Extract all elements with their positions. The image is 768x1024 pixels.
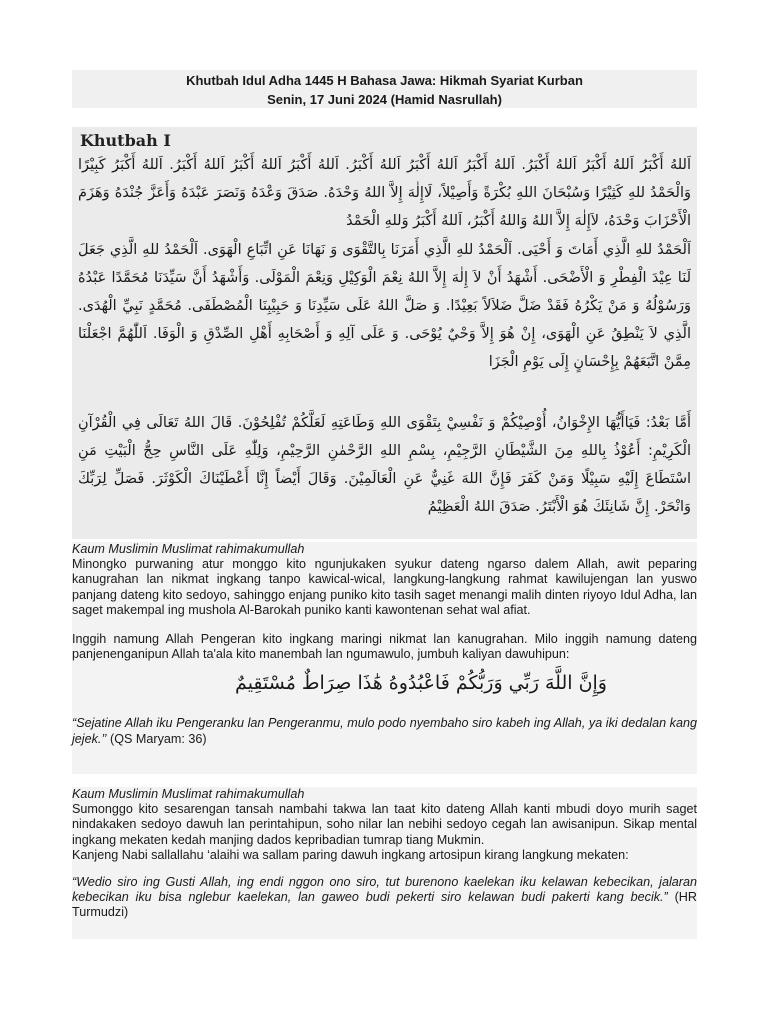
arabic-text: أَمَّا بَعْدُ: فَيَاأَيُّهَا الإِخْوَانُ، أُوْصِيْكُمْ وَ نَفْسِيْ بِتَقْوَى اللهِ وَطَاعَتِهِ لَعَلَّكُمْ تُفْلِحُوْنَ. قَالَ اللهُ تَعَالَى فِي الْقُرْآنِ الْكَرِيْمِ: أَعُوْذُ بِاللهِ مِنَ الشَّيْطَانِ الرَّجِيْمِ، بِسْمِ اللهِ الرَّحْمٰنِ الرَّحِيْمِ، وَلِلّٰهِ عَلَى النَّاسِ حِجُّ الْبَيْتِ مَنِ اسْتَطَاعَ إِلَيْهِ سَبِيْلًا وَمَنْ كَفَرَ فَإِنَّ اللهَ غَنِيٌّ عَنِ الْعَالَمِيْنَ. وَقَالَ أَيْضاً إِنَّا أَعْطَيْنَاكَ الْكَوْثَرَ. فَصَلِّ لِرَبِّكَ وَانْحَرْ. إِنَّ شَانِئَكَ هُوَ الْأَبْتَرُ. صَدَقَ اللهُ الْعَظِيْمُ (78, 415, 691, 515)
document-subtitle: Senin, 17 Juni 2024 (Hamid Nasrullah) (267, 92, 502, 107)
hadith-quote (72, 875, 697, 921)
paragraph: Inggih namung Allah Pengeran kito ingkang maringi nikmat lan kanugrahan. Milo inggih namung dateng panjenenganipun Allah ta'ala kito manembah lan ngumawulo, jumbuh kaliyan dawuhipun: (72, 632, 697, 662)
document-header (72, 70, 697, 108)
section-two (72, 787, 697, 939)
khutbah-heading: Khutbah I (80, 131, 171, 150)
arabic-khutbah-block (72, 127, 697, 539)
arabic-takbir-paragraph (72, 151, 697, 235)
paragraph: Minongko purwaning atur monggo kito ngunjukaken syukur dateng ngarso dalem Allah, awit peparing kanugrahan lan nikmat ingkang tanpo kawical-wical, langkung-langkung rahmat kawilujengan lan yuswo panjang dateng kito sedoyo, sahinggo enjang puniko kito tasih saget menangi malih dinten riyoyo Idul Adha, lan saget makempal ing mushola Al-Barokah puniko kanti kawontenan sehat wal afiat. (72, 557, 697, 617)
hadith-reference: (HR Turmudzi) (72, 890, 697, 920)
section-one (72, 542, 697, 774)
arabic-text: اَلْحَمْدُ للهِ الَّذِي أَمَاتَ وَ أَحْيَى. اَلْحَمْدُ للهِ الَّذِي أَمَرَنَا بِالتَّقْوَى وَ نَهَانَا عَنِ اتِّبَاعِ الْهَوَى. اَلْحَمْدُ للهِ الَّذِي جَعَلَ لَنَا عِيْدَ الْفِطْرِ وَ الْأَضْحَى. أَشْهَدُ أَنْ لاَ إِلٰهَ إِلاَّ اللهُ نِعْمَ الْوَكِيْلِ وَنِعْمَ الْمَوْلَى. وَأَشْهَدُ أَنَّ سَيِّدَنَا مُحَمَّدًا عَبْدُهُ وَرَسُوْلُهُ وَ مَنْ يَكْرُهُ فَقَدْ ضَلَّ ضَلاَلاً بَعِيْدًا. وَ صَلَّ اللهُ عَلَى سَيِّدِنَا وَ حَبِيْبِنَا الْمُصْطَفَى. مُحَمَّدٍ نَبِيِّ الْهُدَى. الَّذِي لاَ يَنْطِقُ عَنِ الْهَوَى، إِنْ هُوَ إِلاَّ وَحْيٌ يُوْحَى. وَ عَلَى آلِهِ وَ أَصْحَابِهِ أَهْلِ الصِّدْقِ وَ الْوَفَا. اَللّٰهُمَّ اجْعَلْنَا مِمَّنْ اتَّبَعَهُمْ بِإِحْسَانٍ إِلَى يَوْمِ الْجَزَا (78, 242, 691, 370)
quran-verse-arabic: وَإِنَّ اللَّهَ رَبِّي وَرَبُّكُمْ فَاعْبُدُوهُ هَٰذَا صِرَاطٌ مُسْتَقِيمٌ (235, 672, 607, 695)
greeting: Kaum Muslimin Muslimat rahimakumullah (72, 542, 305, 556)
paragraph: Sumonggo kito sesarengan tansah nambahi takwa lan taat kito dateng Allah kanti mbudi doyo murih saget nindakaken sedoyo dawuh lan perintahipun, soho nilar lan nebihi sedoyo cegah lan awisanipun. Sikap mental ingkang mekaten kedah manjing dados kepribadian tumrap tiang Mukmin. (72, 802, 697, 847)
arabic-amma-badu-paragraph (72, 409, 697, 521)
hadith-text: “Wedio siro ing Gusti Allah, ing endi nggon ono siro, tut burenono kaelekan iku kelawan kebecikan, jalaran kebecikan iku bisa nglebur kaelekan, lan gaweo budi pekerti siro kelawan budi pakerti kang becik.” (72, 875, 697, 905)
spacer (72, 618, 697, 632)
arabic-hamdalah-paragraph (72, 236, 697, 376)
verse-translation (72, 716, 697, 746)
translation-text: “Sejatine Allah iku Pengeranku lan Pengeranmu, mulo podo nyembaho siro kabeh ing Allah, ya iki dedalan kang jejek.’’ (72, 716, 697, 746)
arabic-text: اَللهُ أَكْبَرُ اَللهُ أَكْبَرُ اَللهُ أَكْبَرُ. اَللهُ أَكْبَرُ اَللهُ أَكْبَرُ اَللهُ أَكْبَرُ. اَللهُ أَكْبَرُ اَللهُ أَكْبَرُ اَللهُ أَكْبَرُ. اَللهُ أَكْبَرُ كَبِيْرًا وَالْحَمْدُ للهِ كَثِيْرًا وَسُبْحَانَ اللهِ بُكْرَةً وَأَصِيْلاً، لَاإِلٰهَ إِلاَّ اللهُ وَحْدَهُ. صَدَقَ وَعْدَهُ وَنَصَرَ عَبْدَهُ وَأَعَزَّ جُنْدَهُ وَهَزَمَ الْأَحْزَابَ وَحْدَهُ، لاَإِلٰهَ إِلاَّ اللهُ وَاللهُ أَكْبَرُ، اَللهُ أَكْبَرُ وَللهِ الْحَمْدُ (78, 157, 691, 229)
verse-reference: (QS Maryam: 36) (106, 731, 207, 746)
greeting: Kaum Muslimin Muslimat rahimakumullah (72, 787, 305, 801)
document-title: Khutbah Idul Adha 1445 H Bahasa Jawa: Hikmah Syariat Kurban (186, 73, 583, 88)
spacer (72, 863, 697, 875)
paragraph: Kanjeng Nabi sallallahu ‘alaihi wa sallam paring dawuh ingkang artosipun kirang langkung mekaten: (72, 847, 629, 862)
